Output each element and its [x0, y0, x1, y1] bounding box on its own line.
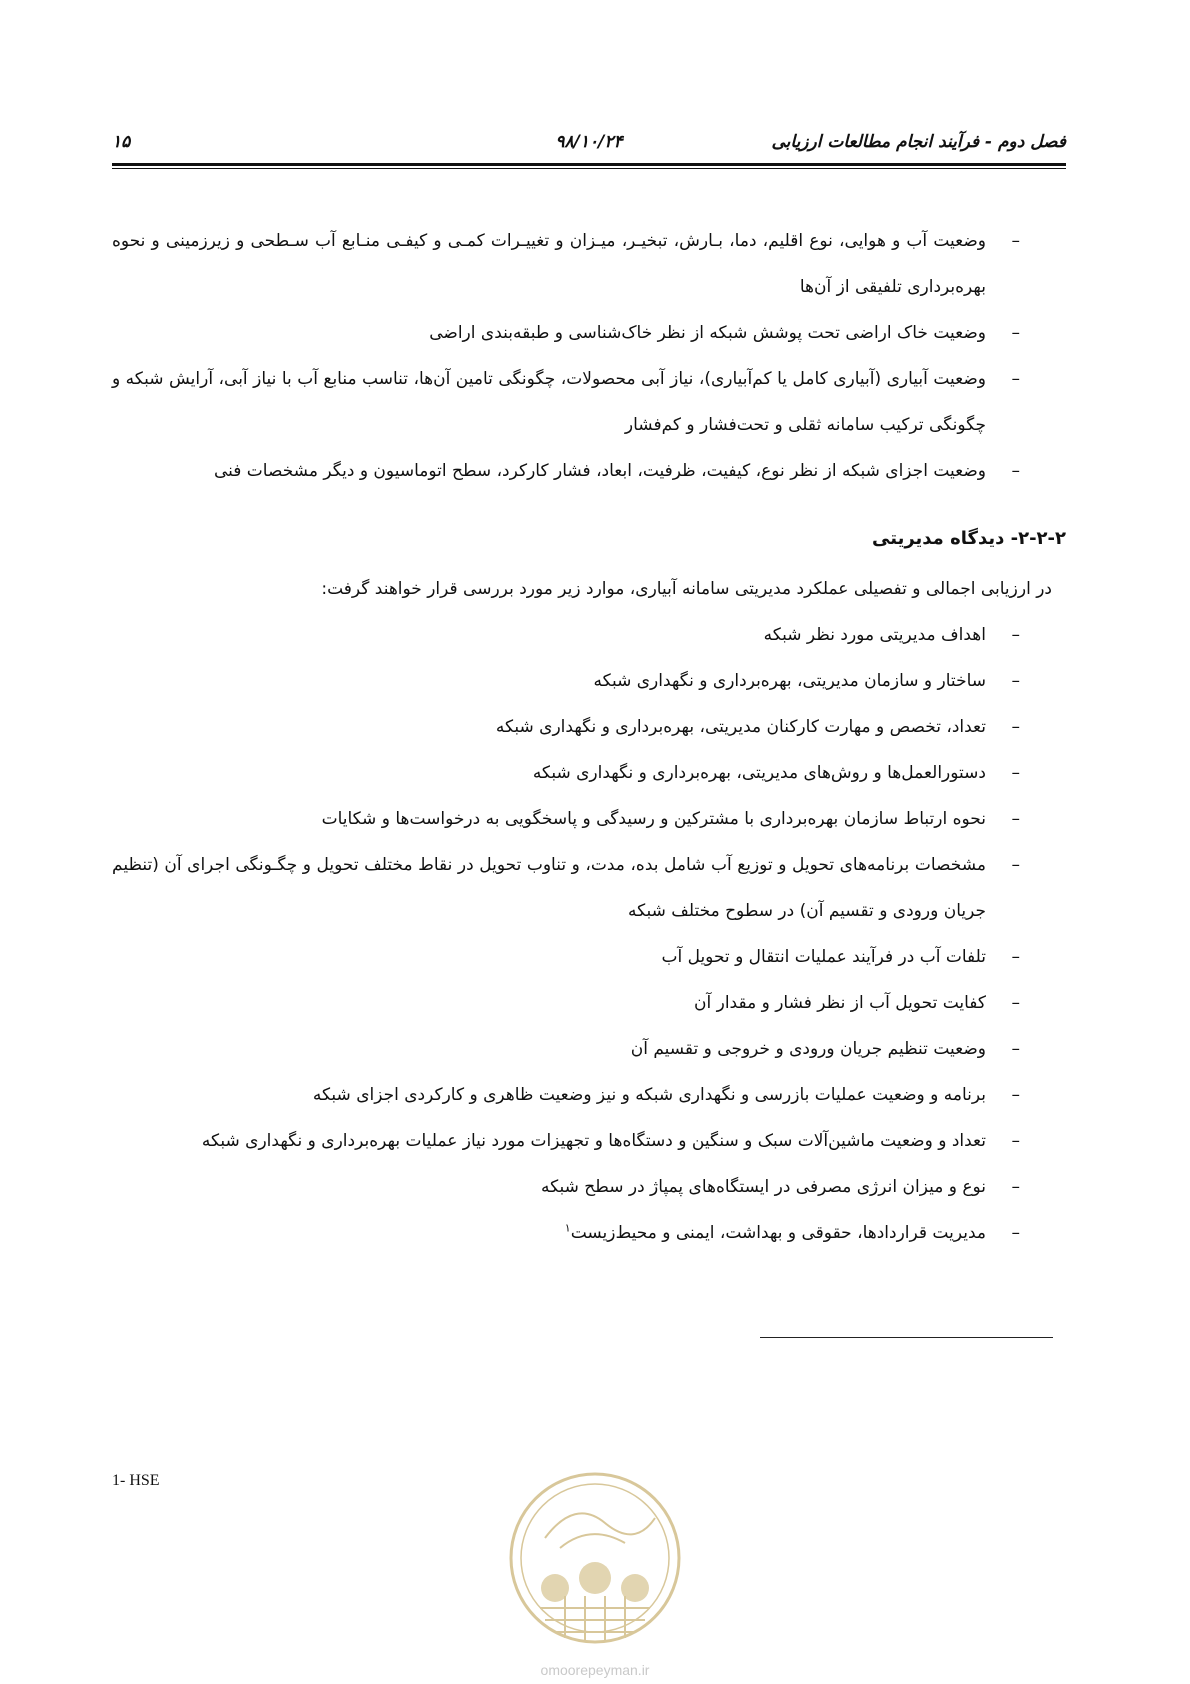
- section-heading: ۲-۲-۲- دیدگاه مدیریتی: [872, 528, 1066, 549]
- footnote-rule: [760, 1337, 1053, 1338]
- list-item: – وضعیت خاک اراضی تحت پوشش شبکه از نظر خاک‌شناسی و طبقه‌بندی اراضی: [112, 310, 1066, 356]
- list-item: – ساختار و سازمان مدیریتی، بهره‌برداری و نگهداری شبکه: [112, 658, 1066, 704]
- publisher-website[interactable]: omoorepeyman.ir: [540, 1662, 650, 1678]
- page-number: ۱۵: [112, 132, 131, 152]
- list-item: – دستورالعمل‌ها و روش‌های مدیریتی، بهره‌برداری و نگهداری شبکه: [112, 750, 1066, 796]
- page-header: [112, 128, 1066, 156]
- footnote-marker[interactable]: ۱: [564, 1221, 571, 1235]
- header-rule-thin: [112, 168, 1066, 169]
- list-item-text: مدیریت قراردادها، حقوقی و بهداشت، ایمنی و محیط‌زیست: [570, 1223, 986, 1243]
- list-item: – تلفات آب در فرآیند عملیات انتقال و تحویل آب: [112, 934, 1066, 980]
- list-item: – وضعیت آبیاری (آبیاری کامل یا کم‌آبیاری)، نیاز آبی محصولات، چگونگی تامین آن‌ها، تناسب منابع آب با نیاز آبی، آرایش شبکه و چگونگی ترکیب سامانه ثقلی و تحت‌فشار و کم‌فشار: [112, 356, 1066, 448]
- chapter-title: فصل دوم - فرآیند انجام مطالعات ارزیابی: [771, 132, 1066, 152]
- list-item: – نحوه ارتباط سازمان بهره‌برداری با مشترکین و رسیدگی و پاسخگویی به درخواست‌ها و شکایات: [112, 796, 1066, 842]
- list-item: – نوع و میزان انرژی مصرفی در ایستگاه‌های پمپاژ در سطح شبکه: [112, 1164, 1066, 1210]
- list-item: – مشخصات برنامه‌های تحویل و توزیع آب شامل بده، مدت، و تناوب تحویل در نقاط مختلف تحویل و چگـونگی اجرای آن (تنظیم جریان ورودی و تقسیم آن) در سطوح مختلف شبکه: [112, 842, 1066, 934]
- list-item: – وضعیت تنظیم جریان ورودی و خروجی و تقسیم آن: [112, 1026, 1066, 1072]
- list-item-with-footnote: [112, 1210, 1066, 1256]
- list-item: – تعداد، تخصص و مهارت کارکنان مدیریتی، بهره‌برداری و نگهداری شبکه: [112, 704, 1066, 750]
- list-item: – اهداف مدیریتی مورد نظر شبکه: [112, 612, 1066, 658]
- management-criteria-list: [112, 612, 1066, 1256]
- technical-criteria-list: [112, 218, 1066, 494]
- page-body: [112, 218, 1066, 1256]
- list-item: – وضعیت آب و هوایی، نوع اقلیم، دما، بـارش، تبخیـر، میـزان و تغییـرات کمـی و کیفـی منـابع آب سـطحی و زیرزمینی و نحوه بهره‌برداری تلفیقی از آن‌ها: [112, 218, 1066, 310]
- header-rule-thick: [112, 163, 1066, 166]
- footnote-text: 1- HSE: [112, 1472, 160, 1489]
- list-item: – کفایت تحویل آب از نظر فشار و مقدار آن: [112, 980, 1066, 1026]
- list-item: – تعداد و وضعیت ماشین‌آلات سبک و سنگین و دستگاه‌ها و تجهیزات مورد نیاز عملیات بهره‌برداری و نگهداری شبکه: [112, 1118, 1066, 1164]
- section-intro: در ارزیابی اجمالی و تفصیلی عملکرد مدیریتی سامانه آبیاری، موارد زیر مورد بررسی قرار خواهند گرفت:: [321, 579, 1052, 599]
- list-item: – برنامه و وضعیت عملیات بازرسی و نگهداری شبکه و نیز وضعیت ظاهری و کارکردی اجزای شبکه: [112, 1072, 1066, 1118]
- header-date: ۹۸/۱۰/۲۴: [555, 132, 623, 152]
- publisher-seal-logo: [505, 1468, 685, 1678]
- list-item: – وضعیت اجزای شبکه از نظر نوع، کیفیت، ظرفیت، ابعاد، فشار کارکرد، سطح اتوماسیون و دیگر مشخصات فنی: [112, 448, 1066, 494]
